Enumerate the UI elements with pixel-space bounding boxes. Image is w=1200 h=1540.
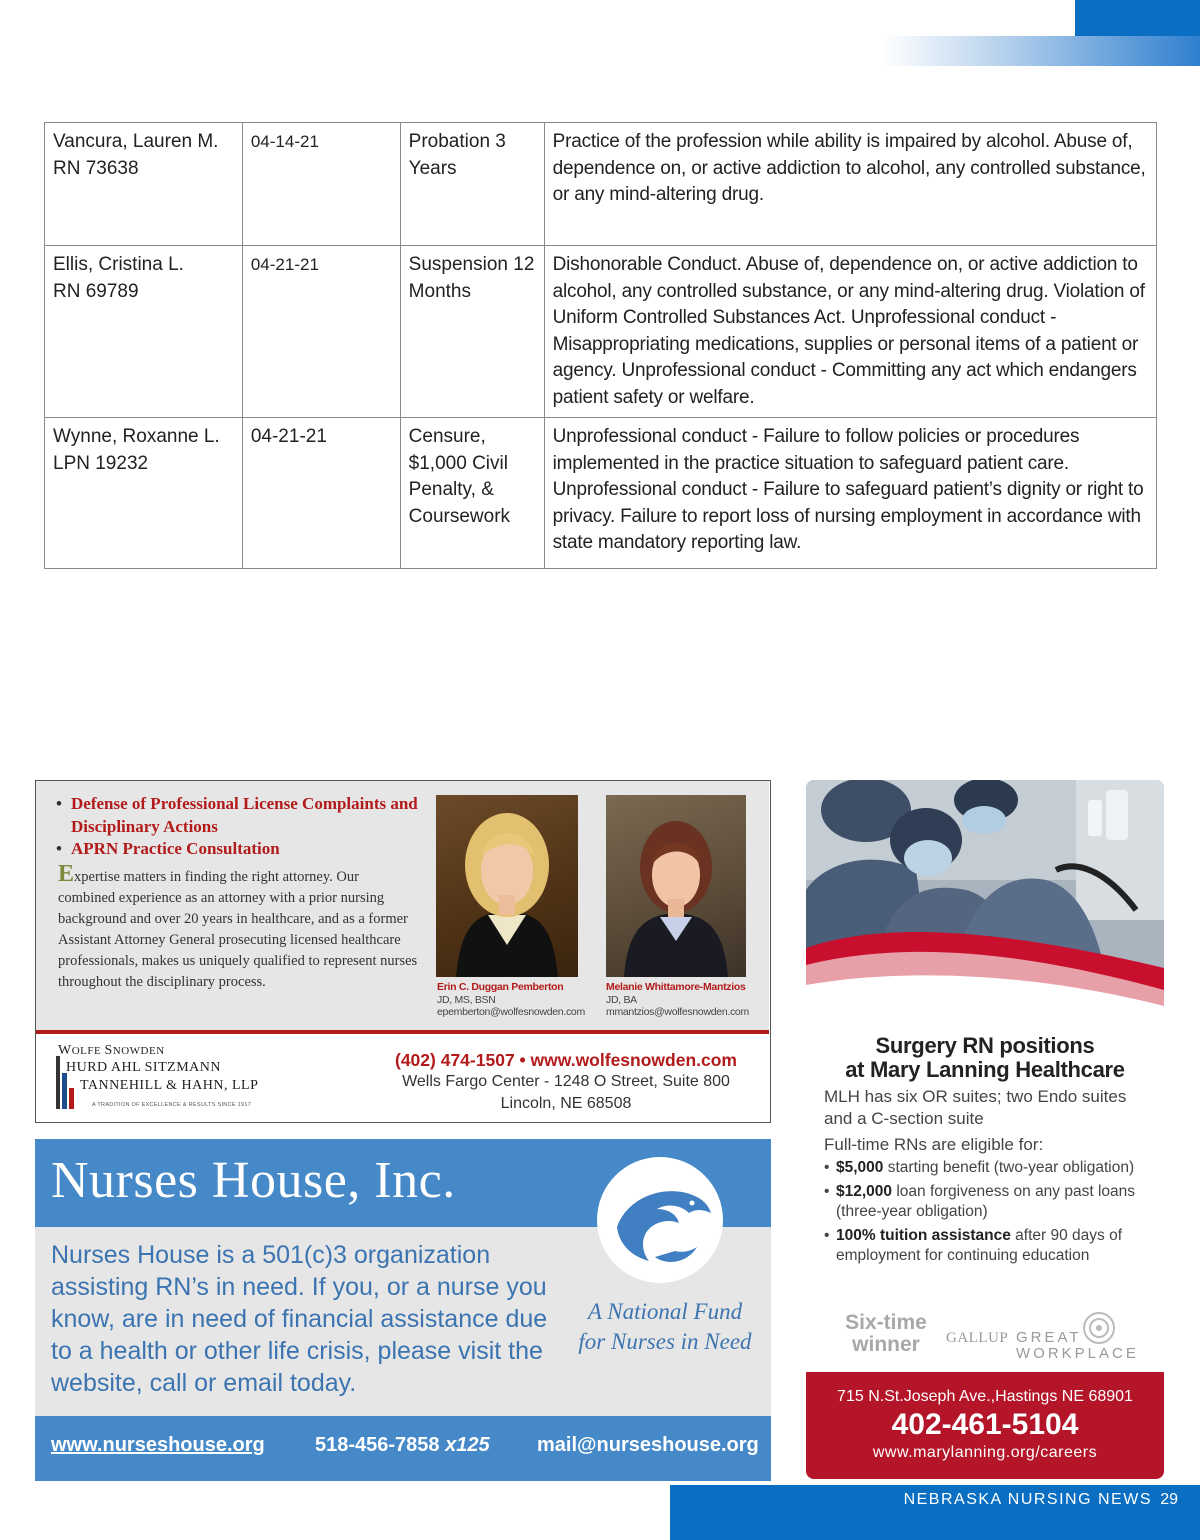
gallup-logo: GALLUP [946,1330,1009,1346]
mary-lanning-benefits [824,1158,1154,1270]
action-cell: Suspension 12 Months [400,246,544,418]
violation-cell: Unprofessional conduct - Failure to follow policies or procedures implemented in the practice situation to safeguard patient care. Unprofessional conduct - Failure to safeguard patient’s dignity or right to privacy. Failure to report loss of nursing employment in accordance with state mandatory reporting law. [544,418,1156,569]
license-number: RN 69789 [53,280,139,302]
mary-lanning-intro: MLH has six OR suites; two Endo suites and a C-section suite [824,1087,1127,1128]
law-ad-body-text: xpertise matters in finding the right attorney. Our combined experience as an attorney with a prior nursing background and over 20 years in healthcare, and as a former Assistant Attorney General prosecuting licensed healthcare professionals, makes us uniquely qualified to represent nurses throughout the disciplinary process. [58,869,418,990]
licensee-cell [45,246,243,418]
firm-tagline: A TRADITION OF EXCELLENCE & RESULTS SINCE 1917 [92,1102,252,1108]
attorney-card-whittamore-mantzios [606,981,749,1019]
nurses-house-contact-bar [35,1416,771,1481]
law-address-line1: Wells Fargo Center - 1248 O Street, Suite 800 [402,1073,730,1090]
mary-lanning-contact-panel [806,1372,1164,1479]
law-firm-ad [35,780,771,1123]
firm-name-line3: TANNEHILL & HAHN, LLP [80,1078,259,1093]
mary-lanning-ad [806,780,1164,1479]
law-ad-top-panel [36,781,769,1031]
title-line: Surgery RN positions [875,1033,1095,1058]
nurses-house-ad [35,1139,771,1481]
attorney-email[interactable]: epemberton@wolfesnowden.com [437,1006,585,1018]
nurses-house-phone[interactable]: 518-456-7858 x125 [315,1434,490,1456]
publication-name: NEBRASKA NURSING NEWS [903,1491,1152,1508]
great-workplace-icon [1081,1310,1117,1346]
phone-extension: x125 [445,1434,490,1456]
logo-bar [62,1073,67,1109]
header-accent-block [1075,0,1200,36]
attorney-card-pemberton [437,981,585,1019]
law-ad-body [58,861,418,993]
list-item: • 100% tuition assistance after 90 days of employment for continuing education [824,1226,1154,1266]
law-ad-dropcap: E [58,861,75,887]
page-footer [670,1485,1200,1540]
table-row [45,418,1157,569]
action-cell: Probation 3 Years [400,123,544,246]
attorney-photo-whittamore-mantzios [606,795,746,977]
tagline-line: A National Fund [587,1299,743,1324]
logo-bar [56,1056,60,1109]
license-number: RN 73638 [53,157,139,179]
licensee-name: Wynne, Roxanne L. [53,426,220,447]
licensee-cell [45,123,243,246]
attorney-name: Erin C. Duggan Pemberton [437,981,564,993]
firm-name-line1: WOLFE SNOWDEN [58,1043,165,1058]
date-cell: 04-21-21 [242,418,400,569]
violation-cell: Practice of the profession while ability is impaired by alcohol. Abuse of, dependence on, or active addiction to alcohol, any controlled substance, or any mind-altering drug. [544,123,1156,246]
date-cell: 04-14-21 [242,123,400,246]
mary-lanning-title [806,1034,1164,1082]
attorney-credentials: JD, MS, BSN [437,993,496,1006]
nurses-house-title: Nurses House, Inc. [51,1152,456,1209]
license-number: LPN 19232 [53,452,149,474]
attorney-credentials: JD, BA [606,993,637,1006]
mary-lanning-address: 715 N.St.Joseph Ave.,Hastings NE 68901 [837,1388,1133,1405]
mary-lanning-phone[interactable]: 402-461-5104 [891,1408,1079,1441]
list-item: • $5,000 starting benefit (two-year obligation) [824,1158,1154,1178]
law-ad-contact [366,1049,766,1115]
licensee-name: Vancura, Lauren M. [53,131,219,152]
law-ad-bullets [56,793,436,861]
mary-lanning-website[interactable]: www.marylanning.org/careers [872,1444,1098,1461]
law-phone-website[interactable]: (402) 474-1507 • www.wolfesnowden.com [395,1050,737,1070]
logo-bar [69,1088,74,1109]
page-number: 29 [1160,1491,1178,1508]
table-row [45,123,1157,246]
dolphin-icon [597,1157,723,1283]
six-time-winner: Six-time winner [845,1311,927,1356]
action-cell: Censure, $1,000 Civil Penalty, & Coursework [400,418,544,569]
attorney-email[interactable]: mmantzios@wolfesnowden.com [606,1006,749,1018]
violation-cell: Dishonorable Conduct. Abuse of, dependence on, or active addiction to alcohol, any controlled substance, or any mind-altering drug. Violation of Uniform Controlled Substances Act. Unprofessional conduct - Misappropriating medications, supplies or personal items of a patient or agency. Unprofessional conduct - Committing any act which endangers patient safety or welfare. [544,246,1156,418]
disciplinary-actions-table [44,122,1157,569]
law-firm-logo [56,1043,276,1113]
nurses-house-tagline [575,1297,755,1357]
table-row [45,246,1157,418]
attorney-name: Melanie Whittamore-Mantzios [606,981,746,993]
law-ad-bullet: • APRN Practice Consultation [56,838,436,861]
tagline-line: for Nurses in Need [578,1329,752,1354]
date-cell: 04-21-21 [242,246,400,418]
title-line: at Mary Lanning Healthcare [845,1057,1125,1082]
law-ad-divider [36,1030,769,1034]
law-address-line2: Lincoln, NE 68508 [500,1095,632,1112]
header-accent-gradient [882,36,1200,66]
surgery-team-photo [806,780,1164,1016]
firm-name-line2: HURD AHL SITZMANN [66,1060,221,1075]
mary-lanning-eligible: Full-time RNs are eligible for: [824,1135,1044,1154]
licensee-cell [45,418,243,569]
great-workplace-award: GREAT WORKPLACE [1016,1329,1139,1362]
nurses-house-body: Nurses House is a 501(c)3 organization assisting RN’s in need. If you, or a nurse you know, are in need of financial assistance due to a health or other life crisis, please visit the website, call or email today. [51,1241,548,1397]
nurses-house-website-link[interactable]: www.nurseshouse.org [51,1434,265,1456]
licensee-name: Ellis, Cristina L. [53,254,184,275]
law-ad-bullet: • Defense of Professional License Complaints and Disciplinary Actions [56,793,436,838]
nurses-house-email-link[interactable]: mail@nurseshouse.org [537,1434,759,1456]
list-item: • $12,000 loan forgiveness on any past loans (three-year obligation) [824,1182,1154,1222]
attorney-photo-pemberton [436,795,578,977]
